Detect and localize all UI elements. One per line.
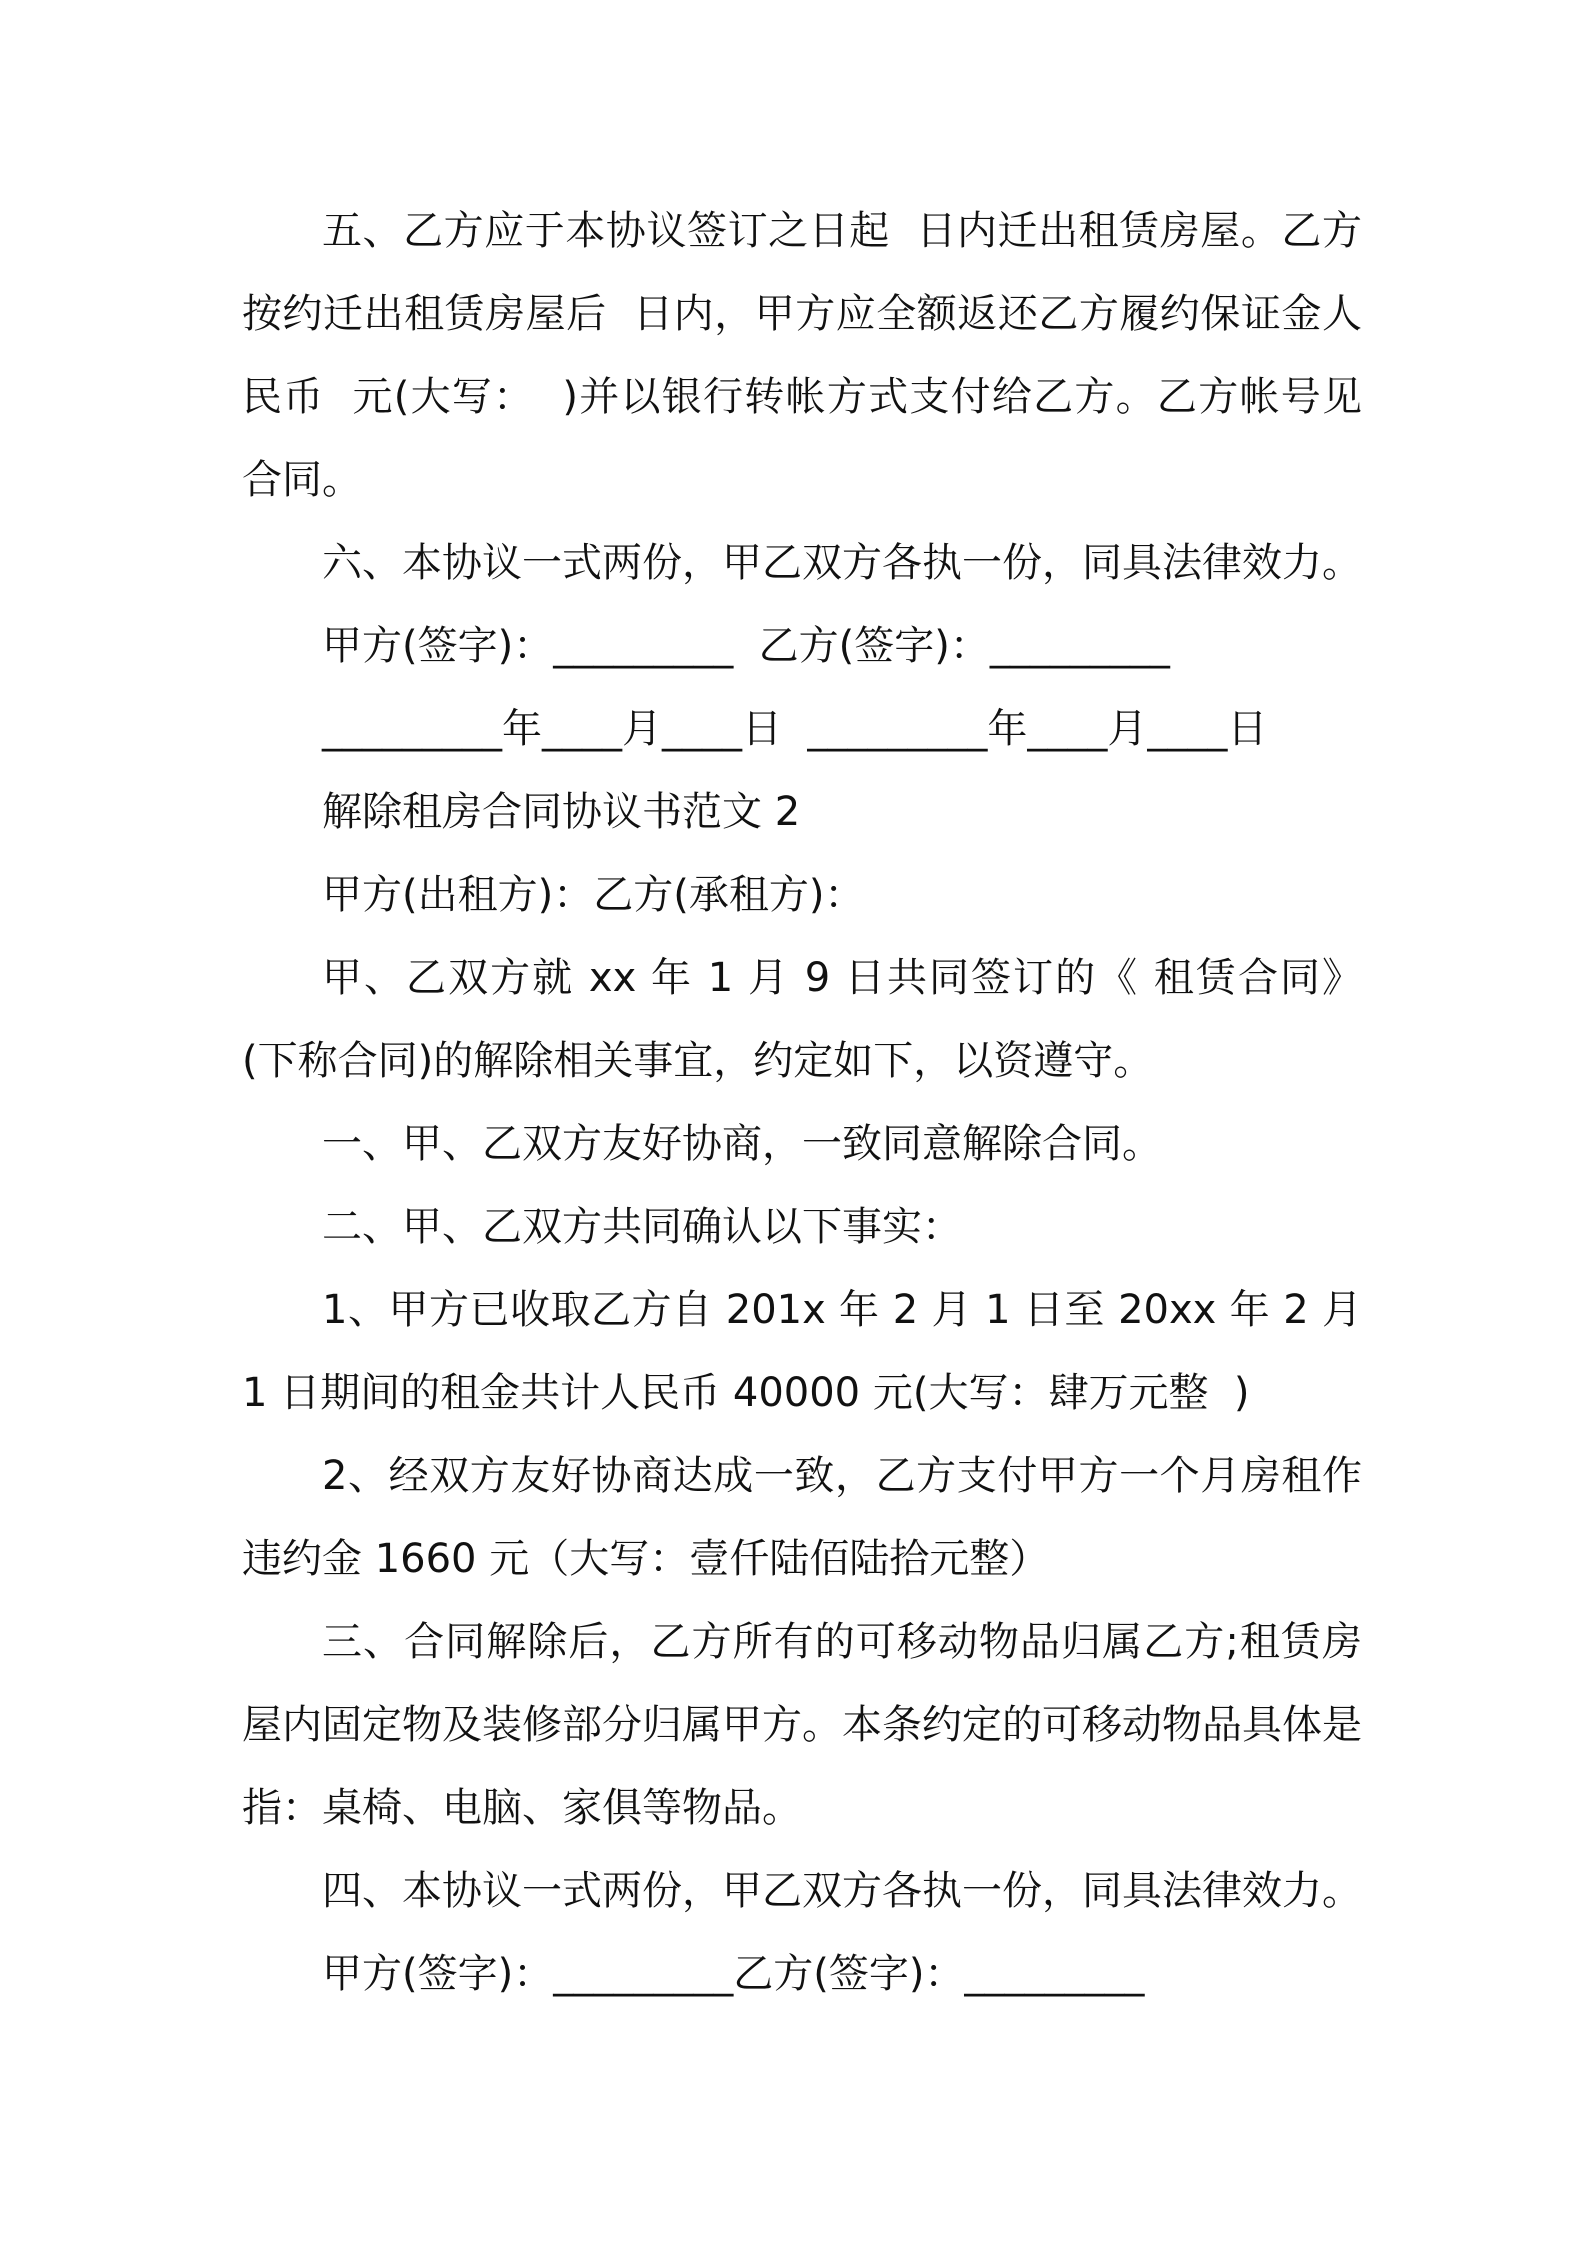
item-one-paragraph: 1、甲方已收取乙方自 201x 年 2 月 1 日至 20xx 年 2 月 1 日期间的租金共计人民币 40000 元(大写：肆万元整 ) xyxy=(242,1287,1375,1416)
clause-six-paragraph: 六、本协议一式两份，甲乙双方各执一份，同具法律效力。 xyxy=(322,540,1362,586)
clause-four-paragraph: 四、本协议一式两份，甲乙双方各执一份，同具法律效力。 xyxy=(322,1868,1362,1914)
item-two-paragraph: 2、经双方友好协商达成一致，乙方支付甲方一个月房租作违约金 1660 元（大写：壹仟陆佰陆拾元整） xyxy=(242,1453,1362,1582)
final-signature-line: 甲方(签字)：_________乙方(签字)：_________ xyxy=(322,1951,1145,1997)
document-body xyxy=(242,190,1375,2016)
intro-paragraph: 甲、乙双方就 xx 年 1 月 9 日共同签订的《 租赁合同》(下称合同)的解除相关事宜，约定如下，以资遵守。 xyxy=(242,955,1362,1084)
clause-one-paragraph: 一、甲、乙双方友好协商，一致同意解除合同。 xyxy=(322,1121,1162,1167)
section-title: 解除租房合同协议书范文 2 xyxy=(322,789,801,835)
date-line: _________年____月____日 _________年____月____日 xyxy=(322,706,1268,752)
clause-three-paragraph: 三、合同解除后，乙方所有的可移动物品归属乙方;租赁房屋内固定物及装修部分归属甲方。本条约定的可移动物品具体是指：桌椅、电脑、家俱等物品。 xyxy=(242,1619,1362,1831)
clause-two-paragraph: 二、甲、乙双方共同确认以下事实： xyxy=(322,1204,962,1250)
clause-five-paragraph: 五、乙方应于本协议签订之日起 日内迁出租赁房屋。乙方按约迁出租赁房屋后 日内，甲方应全额返还乙方履约保证金人民币 元(大写： )并以银行转帐方式支付给乙方。乙方帐号见合同。 xyxy=(242,208,1362,503)
parties-line: 甲方(出租方)：乙方(承租方)： xyxy=(322,872,865,918)
signature-line: 甲方(签字)：_________ 乙方(签字)：_________ xyxy=(322,623,1170,669)
